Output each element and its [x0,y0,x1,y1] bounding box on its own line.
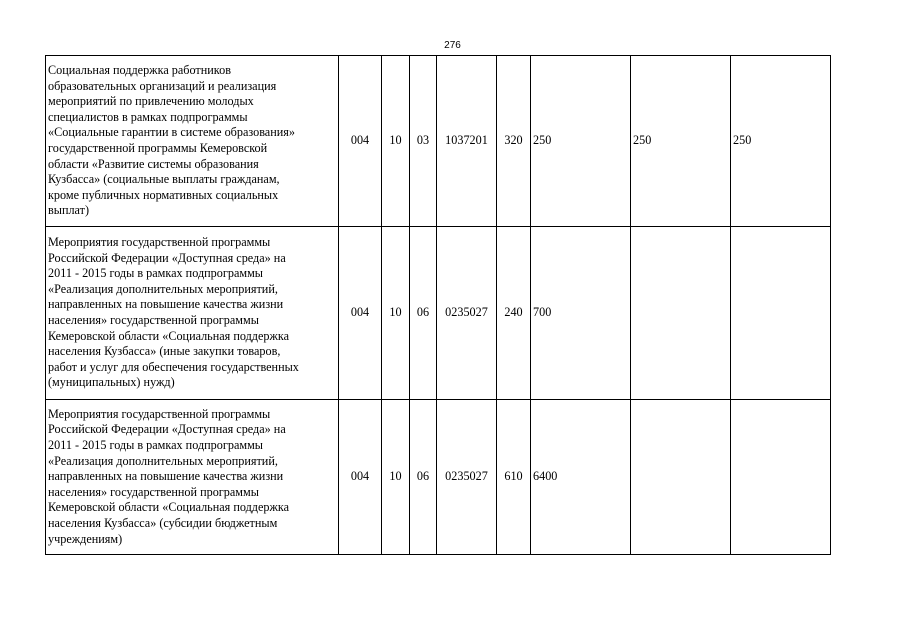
subsection-code: 03 [410,56,437,227]
target-article-code: 1037201 [437,56,497,227]
sum-year-1: 6400 [531,400,631,555]
ministry-code: 004 [339,56,382,227]
sum-year-1: 250 [531,56,631,227]
row-description: Мероприятия государственной программы Российской Федерации «Доступная среда» на 2011 - 2015 годы в рамках подпрограммы «Реализация дополнительных мероприятий, направленных на повышение качества жизни населения» государственной программы Кемеровской области «Социальная поддержка населения Кузбасса» (субсидии бюджетным учреждениям) [46,400,339,555]
table-row [46,227,831,400]
sum-year-3 [731,400,831,555]
table-row [46,400,831,555]
budget-table [45,55,831,555]
expense-type-code: 240 [497,227,531,400]
ministry-code: 004 [339,227,382,400]
expense-type-code: 610 [497,400,531,555]
sum-year-3: 250 [731,56,831,227]
row-description: Мероприятия государственной программы Российской Федерации «Доступная среда» на 2011 - 2015 годы в рамках подпрограммы «Реализация дополнительных мероприятий, направленных на повышение качества жизни населения» государственной программы Кемеровской области «Социальная поддержка населения Кузбасса» (иные закупки товаров, работ и услуг для обеспечения государственных (муниципальных) нужд) [46,227,339,400]
table-row [46,56,831,227]
sum-year-3 [731,227,831,400]
section-code: 10 [382,227,410,400]
ministry-code: 004 [339,400,382,555]
sum-year-2: 250 [631,56,731,227]
row-description: Социальная поддержка работников образовательных организаций и реализация мероприятий по привлечению молодых специалистов в рамках подпрограммы «Социальные гарантии в системе образования» государственной программы Кемеровской области «Развитие системы образования Кузбасса» (социальные выплаты гражданам, кроме публичных нормативных социальных выплат) [46,56,339,227]
subsection-code: 06 [410,227,437,400]
section-code: 10 [382,400,410,555]
expense-type-code: 320 [497,56,531,227]
sum-year-1: 700 [531,227,631,400]
sum-year-2 [631,400,731,555]
subsection-code: 06 [410,400,437,555]
sum-year-2 [631,227,731,400]
page-number: 276 [444,40,461,51]
target-article-code: 0235027 [437,400,497,555]
section-code: 10 [382,56,410,227]
target-article-code: 0235027 [437,227,497,400]
